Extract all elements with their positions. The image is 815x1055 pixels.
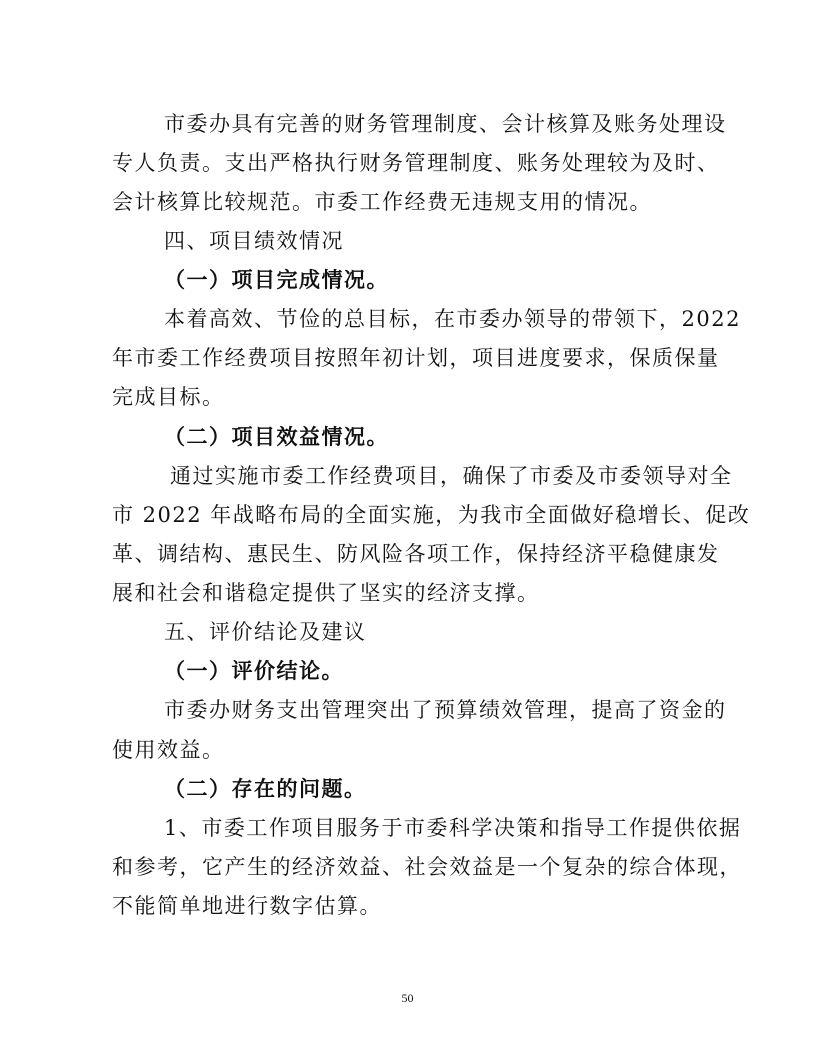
subsection-heading: （一）项目完成情况。 [164,267,389,292]
paragraph-line: 市 2022 年战略布局的全面实施，为我市全面做好稳增长、促改 [112,503,751,527]
paragraph-line: 年市委工作经费项目按照年初计划，项目进度要求，保质保量 [112,346,720,370]
paragraph-line: 专人负责。支出严格执行财务管理制度、账务处理较为及时、 [112,151,720,175]
paragraph-line: 不能简单地进行数字估算。 [112,894,382,918]
subsection-heading: （一）评价结论。 [164,658,344,683]
subsection-heading: （二）存在的问题。 [164,776,367,801]
paragraph-line: 完成目标。 [112,385,225,409]
paragraph-line: 和参考，它产生的经济效益、社会效益是一个复杂的综合体现， [112,855,742,879]
paragraph-line: 1、市委工作项目服务于市委科学决策和指导工作提供依据 [164,816,742,840]
paragraph-line: 本着高效、节俭的总目标，在市委办领导的带领下，2022 [164,307,741,331]
paragraph-line: 使用效益。 [112,738,225,762]
paragraph-line: 市委办财务支出管理突出了预算绩效管理，提高了资金的 [164,698,727,722]
subsection-heading: （二）项目效益情况。 [164,424,389,449]
paragraph-line: 通过实施市委工作经费项目，确保了市委及市委领导对全 [170,464,733,488]
page-number: 50 [401,991,414,1005]
section-heading: 四、项目绩效情况 [164,229,344,253]
paragraph-line: 革、调结构、惠民生、防风险各项工作，保持经济平稳健康发 [112,542,720,566]
paragraph-line: 展和社会和谐稳定提供了坚实的经济支撑。 [112,581,540,605]
paragraph-line: 市委办具有完善的财务管理制度、会计核算及账务处理设 [164,112,727,136]
section-heading: 五、评价结论及建议 [164,620,367,644]
paragraph-line: 会计核算比较规范。市委工作经费无违规支用的情况。 [112,190,652,214]
